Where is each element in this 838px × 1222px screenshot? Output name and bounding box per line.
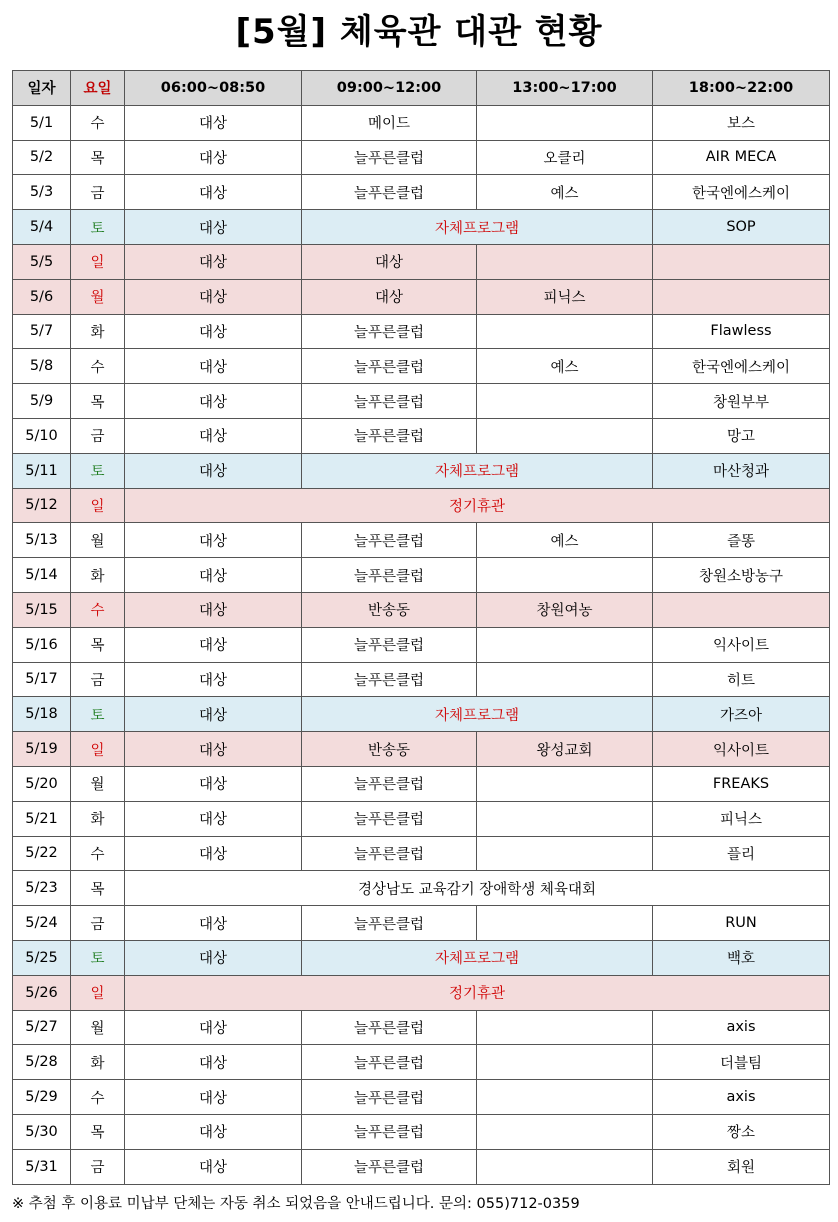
closed-cell: 정기휴관 <box>125 488 830 523</box>
table-row <box>13 801 830 836</box>
table-row <box>13 940 830 975</box>
program-cell: 자체프로그램 <box>302 453 653 488</box>
day-cell: 금 <box>71 175 125 210</box>
slot-cell: 대상 <box>125 175 302 210</box>
slot-cell: 즐똥 <box>653 523 830 558</box>
slot-cell: axis <box>653 1010 830 1045</box>
header-slot-3: 13:00~17:00 <box>477 71 653 106</box>
date-cell: 5/11 <box>13 453 71 488</box>
slot-cell <box>477 105 653 140</box>
slot-cell: 대상 <box>125 418 302 453</box>
table-row <box>13 488 830 523</box>
day-cell: 토 <box>71 940 125 975</box>
table-row <box>13 384 830 419</box>
closed-cell: 정기휴관 <box>125 975 830 1010</box>
day-cell: 목 <box>71 627 125 662</box>
day-cell: 수 <box>71 836 125 871</box>
footnote: ※ 추첨 후 이용료 미납부 단체는 자동 취소 되었음을 안내드립니다. 문의: 055)712-0359 <box>12 1196 580 1212</box>
day-cell: 목 <box>71 384 125 419</box>
date-cell: 5/15 <box>13 592 71 627</box>
date-cell: 5/20 <box>13 766 71 801</box>
day-cell: 화 <box>71 1045 125 1080</box>
slot-cell: 대상 <box>125 697 302 732</box>
slot-cell <box>477 384 653 419</box>
slot-cell: 대상 <box>125 105 302 140</box>
day-cell: 일 <box>71 488 125 523</box>
slot-cell: 대상 <box>125 558 302 593</box>
day-cell: 금 <box>71 418 125 453</box>
slot-cell: 한국엔에스케이 <box>653 349 830 384</box>
slot-cell: FREAKS <box>653 766 830 801</box>
slot-cell: 대상 <box>125 314 302 349</box>
slot-cell: 대상 <box>125 627 302 662</box>
slot-cell: 마산청과 <box>653 453 830 488</box>
slot-cell: 대상 <box>125 766 302 801</box>
date-cell: 5/13 <box>13 523 71 558</box>
day-cell: 수 <box>71 105 125 140</box>
day-cell: 토 <box>71 453 125 488</box>
slot-cell: 늘푸른클럽 <box>302 523 477 558</box>
day-cell: 일 <box>71 732 125 767</box>
table-row <box>13 906 830 941</box>
date-cell: 5/16 <box>13 627 71 662</box>
slot-cell: 늘푸른클럽 <box>302 1045 477 1080</box>
table-row <box>13 558 830 593</box>
slot-cell: 히트 <box>653 662 830 697</box>
date-cell: 5/19 <box>13 732 71 767</box>
date-cell: 5/30 <box>13 1114 71 1149</box>
slot-cell: 대상 <box>125 592 302 627</box>
slot-cell: 예스 <box>477 175 653 210</box>
table-row <box>13 697 830 732</box>
header-slot-2: 09:00~12:00 <box>302 71 477 106</box>
slot-cell: 대상 <box>125 836 302 871</box>
slot-cell <box>477 766 653 801</box>
slot-cell <box>477 662 653 697</box>
date-cell: 5/24 <box>13 906 71 941</box>
slot-cell: 짱소 <box>653 1114 830 1149</box>
day-cell: 월 <box>71 766 125 801</box>
slot-cell: 늘푸른클럽 <box>302 1114 477 1149</box>
slot-cell: SOP <box>653 210 830 245</box>
day-cell: 월 <box>71 279 125 314</box>
slot-cell: Flawless <box>653 314 830 349</box>
slot-cell <box>477 314 653 349</box>
date-cell: 5/18 <box>13 697 71 732</box>
slot-cell: 늘푸른클럽 <box>302 1149 477 1184</box>
slot-cell: 한국엔에스케이 <box>653 175 830 210</box>
slot-cell: 늘푸른클럽 <box>302 349 477 384</box>
day-cell: 화 <box>71 314 125 349</box>
slot-cell: RUN <box>653 906 830 941</box>
date-cell: 5/22 <box>13 836 71 871</box>
slot-cell: 대상 <box>125 801 302 836</box>
table-row <box>13 627 830 662</box>
slot-cell: 창원여농 <box>477 592 653 627</box>
table-row <box>13 418 830 453</box>
date-cell: 5/7 <box>13 314 71 349</box>
table-row <box>13 314 830 349</box>
slot-cell <box>477 558 653 593</box>
slot-cell: 익사이트 <box>653 732 830 767</box>
slot-cell: 보스 <box>653 105 830 140</box>
slot-cell: 대상 <box>125 1149 302 1184</box>
table-row <box>13 244 830 279</box>
slot-cell: 대상 <box>125 1045 302 1080</box>
slot-cell: 대상 <box>302 244 477 279</box>
table-row <box>13 871 830 906</box>
date-cell: 5/9 <box>13 384 71 419</box>
date-cell: 5/29 <box>13 1080 71 1115</box>
date-cell: 5/17 <box>13 662 71 697</box>
slot-cell: 늘푸른클럽 <box>302 1080 477 1115</box>
day-cell: 목 <box>71 871 125 906</box>
slot-cell <box>477 1010 653 1045</box>
slot-cell: 대상 <box>125 732 302 767</box>
slot-cell: 늘푸른클럽 <box>302 836 477 871</box>
slot-cell: 늘푸른클럽 <box>302 906 477 941</box>
day-cell: 목 <box>71 1114 125 1149</box>
slot-cell: 대상 <box>125 384 302 419</box>
day-cell: 수 <box>71 349 125 384</box>
slot-cell: 메이드 <box>302 105 477 140</box>
slot-cell: 가즈아 <box>653 697 830 732</box>
table-row <box>13 1080 830 1115</box>
slot-cell: 대상 <box>125 1010 302 1045</box>
date-cell: 5/1 <box>13 105 71 140</box>
date-cell: 5/12 <box>13 488 71 523</box>
day-cell: 화 <box>71 801 125 836</box>
date-cell: 5/5 <box>13 244 71 279</box>
date-cell: 5/3 <box>13 175 71 210</box>
slot-cell: 익사이트 <box>653 627 830 662</box>
table-row <box>13 210 830 245</box>
date-cell: 5/25 <box>13 940 71 975</box>
page-title: [5월] 체육관 대관 현황 <box>235 12 603 52</box>
slot-cell: 피닉스 <box>653 801 830 836</box>
day-cell: 수 <box>71 1080 125 1115</box>
table-row <box>13 1149 830 1184</box>
slot-cell <box>477 244 653 279</box>
table-row <box>13 662 830 697</box>
slot-cell: 늘푸른클럽 <box>302 418 477 453</box>
table-row <box>13 140 830 175</box>
table-row <box>13 523 830 558</box>
slot-cell <box>477 418 653 453</box>
event-cell: 경상남도 교육감기 장애학생 체육대회 <box>125 871 830 906</box>
table-row <box>13 766 830 801</box>
table-row <box>13 592 830 627</box>
slot-cell: 늘푸른클럽 <box>302 175 477 210</box>
date-cell: 5/21 <box>13 801 71 836</box>
date-cell: 5/2 <box>13 140 71 175</box>
table-row <box>13 175 830 210</box>
day-cell: 일 <box>71 244 125 279</box>
slot-cell: 늘푸른클럽 <box>302 314 477 349</box>
table-row <box>13 836 830 871</box>
slot-cell: 대상 <box>125 906 302 941</box>
header-day: 요일 <box>71 71 125 106</box>
slot-cell: 대상 <box>125 940 302 975</box>
slot-cell <box>477 1080 653 1115</box>
slot-cell: 대상 <box>125 662 302 697</box>
day-cell: 월 <box>71 1010 125 1045</box>
slot-cell <box>477 1149 653 1184</box>
slot-cell: axis <box>653 1080 830 1115</box>
slot-cell <box>477 627 653 662</box>
slot-cell: 대상 <box>125 1114 302 1149</box>
slot-cell: 늘푸른클럽 <box>302 384 477 419</box>
program-cell: 자체프로그램 <box>302 940 653 975</box>
rental-schedule-table <box>12 70 830 1185</box>
program-cell: 자체프로그램 <box>302 210 653 245</box>
slot-cell: 대상 <box>125 453 302 488</box>
slot-cell: 늘푸른클럽 <box>302 627 477 662</box>
slot-cell: 왕성교회 <box>477 732 653 767</box>
slot-cell: 대상 <box>125 244 302 279</box>
table-row <box>13 975 830 1010</box>
slot-cell: 예스 <box>477 349 653 384</box>
slot-cell: 늘푸른클럽 <box>302 1010 477 1045</box>
slot-cell: 대상 <box>125 140 302 175</box>
slot-cell: 반송동 <box>302 592 477 627</box>
day-cell: 수 <box>71 592 125 627</box>
table-row <box>13 105 830 140</box>
table-row <box>13 1010 830 1045</box>
date-cell: 5/4 <box>13 210 71 245</box>
slot-cell: 창원부부 <box>653 384 830 419</box>
date-cell: 5/28 <box>13 1045 71 1080</box>
day-cell: 금 <box>71 662 125 697</box>
date-cell: 5/27 <box>13 1010 71 1045</box>
date-cell: 5/6 <box>13 279 71 314</box>
day-cell: 금 <box>71 906 125 941</box>
slot-cell: 대상 <box>302 279 477 314</box>
slot-cell <box>477 1114 653 1149</box>
header-slot-4: 18:00~22:00 <box>653 71 830 106</box>
table-row <box>13 1114 830 1149</box>
slot-cell: 늘푸른클럽 <box>302 662 477 697</box>
program-cell: 자체프로그램 <box>302 697 653 732</box>
slot-cell: 늘푸른클럽 <box>302 558 477 593</box>
day-cell: 토 <box>71 697 125 732</box>
day-cell: 화 <box>71 558 125 593</box>
slot-cell <box>653 279 830 314</box>
table-row <box>13 279 830 314</box>
slot-cell <box>477 801 653 836</box>
table-row <box>13 1045 830 1080</box>
slot-cell: 플리 <box>653 836 830 871</box>
slot-cell: 예스 <box>477 523 653 558</box>
slot-cell: 늘푸른클럽 <box>302 140 477 175</box>
date-cell: 5/26 <box>13 975 71 1010</box>
slot-cell: 오클리 <box>477 140 653 175</box>
day-cell: 토 <box>71 210 125 245</box>
date-cell: 5/10 <box>13 418 71 453</box>
slot-cell: 대상 <box>125 523 302 558</box>
day-cell: 목 <box>71 140 125 175</box>
table-row <box>13 349 830 384</box>
slot-cell <box>477 1045 653 1080</box>
slot-cell <box>477 836 653 871</box>
slot-cell: 대상 <box>125 210 302 245</box>
table-row <box>13 732 830 767</box>
day-cell: 일 <box>71 975 125 1010</box>
day-cell: 금 <box>71 1149 125 1184</box>
date-cell: 5/8 <box>13 349 71 384</box>
header-date: 일자 <box>13 71 71 106</box>
slot-cell: 늘푸른클럽 <box>302 766 477 801</box>
slot-cell: 대상 <box>125 1080 302 1115</box>
slot-cell <box>653 244 830 279</box>
slot-cell: 피닉스 <box>477 279 653 314</box>
slot-cell <box>477 906 653 941</box>
slot-cell: 더블팀 <box>653 1045 830 1080</box>
slot-cell <box>653 592 830 627</box>
date-cell: 5/31 <box>13 1149 71 1184</box>
slot-cell: 대상 <box>125 349 302 384</box>
slot-cell: 창원소방농구 <box>653 558 830 593</box>
header-row <box>13 71 830 106</box>
slot-cell: 반송동 <box>302 732 477 767</box>
slot-cell: 망고 <box>653 418 830 453</box>
table-row <box>13 453 830 488</box>
day-cell: 월 <box>71 523 125 558</box>
slot-cell: AIR MECA <box>653 140 830 175</box>
slot-cell: 회원 <box>653 1149 830 1184</box>
date-cell: 5/23 <box>13 871 71 906</box>
slot-cell: 대상 <box>125 279 302 314</box>
slot-cell: 늘푸른클럽 <box>302 801 477 836</box>
header-slot-1: 06:00~08:50 <box>125 71 302 106</box>
date-cell: 5/14 <box>13 558 71 593</box>
slot-cell: 백호 <box>653 940 830 975</box>
